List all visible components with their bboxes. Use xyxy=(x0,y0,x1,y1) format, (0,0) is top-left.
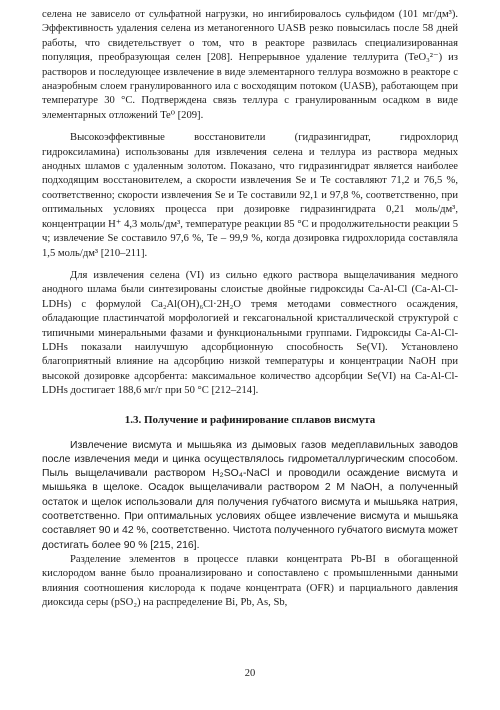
paragraph: Извлечение висмута и мышьяка из дымовых газов медеплавильных заводов после извлечения меди и цинка осуществлялось гидрометаллургическим способом. Пыль выщелачивали раствором H₂SO₄-NaCl и проводили осаждение висмута и мышьяка в щелоке. Осадок выщелачивали раствором 2 М NaOH, а полученный остаток и щелок использовали для получения губчатого висмута и мышьяка натрия, соответственно. При оптимальных условиях общее извлечение висмута и мышьяка составляет 90 и 42 %, соответственно. Чистота полученного губчатого висмута может достигать более 90 % [215, 216]. xyxy=(42,439,458,551)
paragraph: Для извлечения селена (VI) из сильно едкого раствора выщелачивания медного анодного шлама были синтезированы слоистые двойные гидроксиды Ca-Al-Cl (Ca-Al-Cl-LDHs) с формулой Ca₂Al(OH)₆Cl·2H₂O тремя методами совместного осаждения, обладающие пластинчатой морфологией и гексагональной кристаллической структурой с типичными минеральными фазами и функциональными группами. Гидроксиды Ca-Al-Cl-LDHs показали наилучшую адсорбционную способность Se(VI). Установлено благоприятный влияние на адсорбцию низкой температуры и концентрации NaOH при высокой дозировке адсорбента: максимальное количество адсорбции Se(VI) на Ca-Al-Cl-LDHs достигает 188,6 мг/г при 50 °С [212–214]. xyxy=(42,269,458,397)
paragraph: Высокоэффективные восстановители (гидразингидрат, гидрохлорид гидроксиламина) использованы для извлечения селена и теллура из раствора медных анодных шламов с удаленным золотом. Показано, что гидразингидрат является наиболее подходящим восстановителем, а скорости извлечения Se и Te составляют 71,2 и 76,5 %, соответственно; скорости извлечения Se и Te составили 92,1 и 97,8 %, соответственно, при оптимальных условиях процесса при дозировке гидразингидрата 0,21 моль/дм³, концентрации H⁺ 4,3 моль/дм³, температуре реакции 85 °С и продолжительности реакции 5 ч; извлечение Se составило 97,6 %, Te – 99,9 %, когда дозировка гидрохлорида составляла 1,5 моль/дм³ [210–211]. xyxy=(42,132,458,259)
paragraph: Разделение элементов в процессе плавки концентрата Pb-BI в обогащенной кислородом ванне было проанализировано и сопоставлено с промышленными данными влияния соотношения кислорода к подаче концентрата (OFR) и парциального давления диоксида серы (pSO₂) на распределение Bi, Pb, As, Sb, xyxy=(42,553,458,609)
page-number: 20 xyxy=(244,668,256,679)
section-heading: 1.3. Получение и рафинирование сплавов висмута xyxy=(124,413,376,426)
paragraph: селена не зависело от сульфатной нагрузки, но ингибировалось сульфидом (101 мг/дм³). Эффективность удаления селена из метаногенного UASB резко повысилась после 58 дней работы, что свидетельствует о том, что в реакторе развилась специализированная популяция, преобразующая селен [208]. Непрерывное удаление теллурита (TeO₃²⁻) из растворов и последующее извлечение в виде элементарного теллура возможно в реакторе с анаэробным слоем гранулированного ила с восходящим потоком (UASB), работающем при температуре 30 °С. Подтверждена связь теллура с гранулированным осадком в виде элементарных отложений Te⁰ [209]. xyxy=(42,9,458,121)
